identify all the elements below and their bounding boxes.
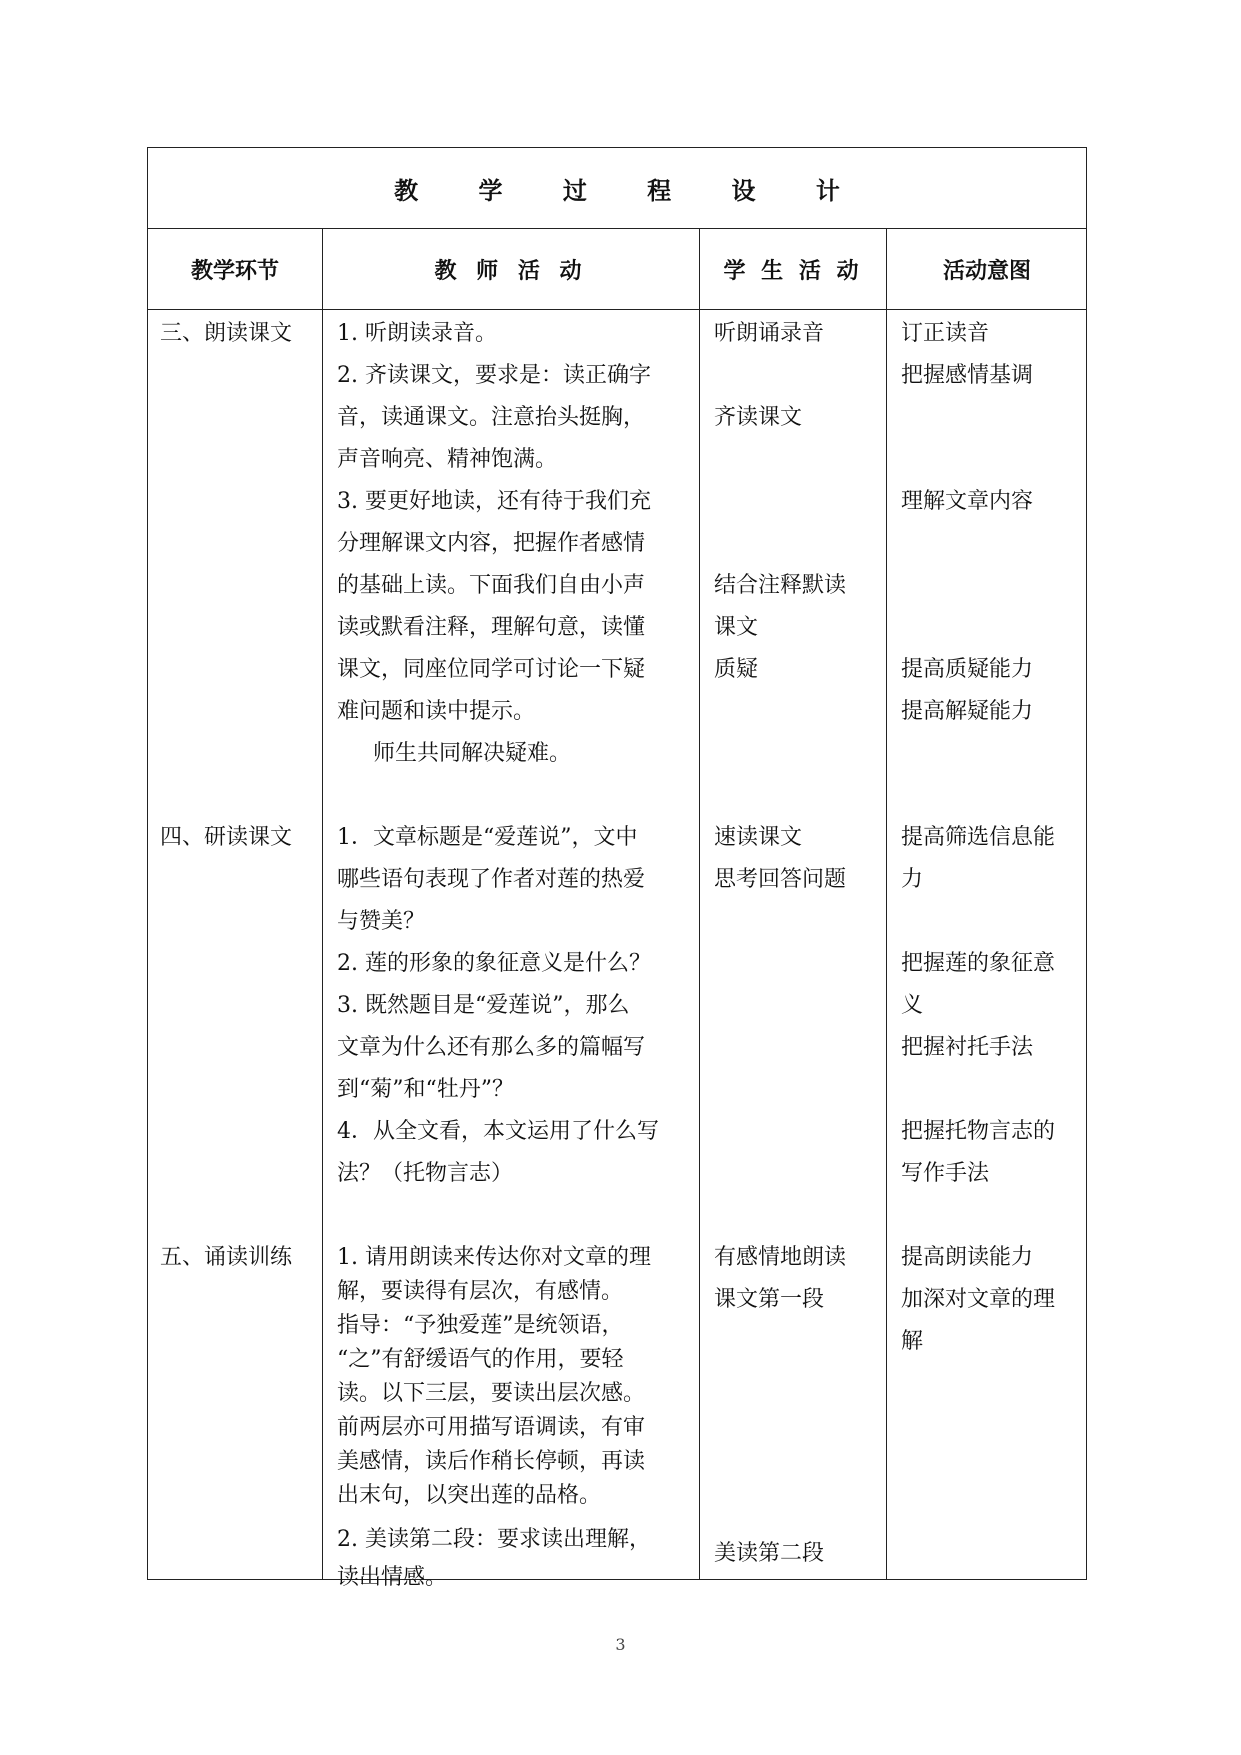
header-stage: 教学环节: [190, 257, 279, 284]
student-line: 美读第二段: [714, 1541, 825, 1566]
student-line: 结合注释默读: [714, 573, 847, 598]
intent-line: 把握衬托手法: [901, 1035, 1034, 1060]
teacher-line: 1. 请用朗读来传达你对文章的理: [337, 1245, 651, 1270]
intent-line: 提高筛选信息能: [901, 825, 1056, 850]
table-rule: [148, 309, 1086, 310]
teacher-line: 哪些语句表现了作者对莲的热爱: [337, 867, 646, 892]
teacher-line: 分理解课文内容，把握作者感情: [337, 531, 646, 556]
student-line: 听朗诵录音: [714, 321, 825, 346]
teacher-line: 文章为什么还有那么多的篇幅写: [337, 1035, 646, 1060]
student-line: 思考回答问题: [714, 867, 847, 892]
lesson-design-table: [147, 147, 1087, 1590]
teacher-line: 读出情感。: [337, 1565, 448, 1590]
teacher-line: 声音响亮、精神饱满。: [337, 447, 558, 472]
teacher-line: 解，要读得有层次，有感情。: [337, 1279, 624, 1304]
header-teacher: 教 师 活 动: [434, 257, 588, 284]
teacher-line: 2. 齐读课文，要求是：读正确字: [337, 363, 651, 388]
intent-line: 把握感情基调: [901, 363, 1034, 388]
table-title: 教 学 过 程 设 计: [394, 175, 866, 205]
teacher-line: 1. 听朗读录音。: [337, 321, 497, 346]
teacher-line: 2. 美读第二段：要求读出理解，: [337, 1527, 651, 1552]
teacher-line: 师生共同解决疑难。: [373, 741, 572, 766]
stage-label: 三、朗读课文: [160, 321, 293, 346]
student-line: 有感情地朗读: [714, 1245, 847, 1270]
teacher-line: 读。以下三层，要读出层次感。: [337, 1381, 646, 1406]
teacher-line: 美感情，读后作稍长停顿，再读: [337, 1449, 646, 1474]
teacher-line: “之”有舒缓语气的作用，要轻: [337, 1347, 624, 1372]
teacher-line: 3. 要更好地读，还有待于我们充: [337, 489, 651, 514]
stage-label: 四、研读课文: [160, 825, 293, 850]
intent-line: 加深对文章的理: [901, 1287, 1056, 1312]
intent-line: 把握莲的象征意: [901, 951, 1056, 976]
student-line: 速读课文: [714, 825, 803, 850]
intent-line: 写作手法: [901, 1161, 990, 1186]
teacher-line: 法？（托物言志）: [337, 1161, 514, 1186]
teacher-line: 的基础上读。下面我们自由小声: [337, 573, 646, 598]
student-line: 课文第一段: [714, 1287, 825, 1312]
student-line: 齐读课文: [714, 405, 803, 430]
intent-line: 订正读音: [901, 321, 990, 346]
teacher-line: 课文，同座位同学可讨论一下疑: [337, 657, 646, 682]
intent-line: 提高朗读能力: [901, 1245, 1034, 1270]
intent-line: 把握托物言志的: [901, 1119, 1056, 1144]
intent-line: 提高解疑能力: [901, 699, 1034, 724]
teacher-line: 到“菊”和“牡丹”？: [337, 1077, 514, 1102]
column-divider: [886, 229, 887, 1580]
header-student: 学 生 活 动: [723, 257, 863, 284]
intent-line: 义: [901, 993, 924, 1018]
page-number: 3: [615, 1635, 626, 1654]
teacher-line: 与赞美？: [337, 909, 426, 934]
teacher-line: 音，读通课文。注意抬头挺胸，: [337, 405, 646, 430]
teacher-line: 1．文章标题是“爱莲说”，文中: [337, 825, 638, 850]
column-divider: [699, 229, 700, 1580]
intent-line: 力: [901, 867, 924, 892]
intent-line: 解: [901, 1329, 924, 1354]
column-divider: [322, 229, 323, 1580]
student-line: 课文: [714, 615, 759, 640]
student-line: 质疑: [714, 657, 759, 682]
header-intent: 活动意图: [942, 257, 1031, 284]
teacher-line: 4．从全文看，本文运用了什么写: [337, 1119, 659, 1144]
teacher-line: 2. 莲的形象的象征意义是什么？: [337, 951, 651, 976]
teacher-line: 3. 既然题目是“爱莲说”，那么: [337, 993, 630, 1018]
intent-line: 理解文章内容: [901, 489, 1034, 514]
teacher-line: 前两层亦可用描写语调读，有审: [337, 1415, 646, 1440]
teacher-line: 指导：“予独爱莲”是统领语，: [337, 1313, 624, 1338]
intent-line: 提高质疑能力: [901, 657, 1034, 682]
teacher-line: 出末句，以突出莲的品格。: [337, 1483, 602, 1508]
teacher-line: 难问题和读中提示。: [337, 699, 536, 724]
stage-label: 五、诵读训练: [160, 1245, 293, 1270]
teacher-line: 读或默看注释，理解句意，读懂: [337, 615, 646, 640]
